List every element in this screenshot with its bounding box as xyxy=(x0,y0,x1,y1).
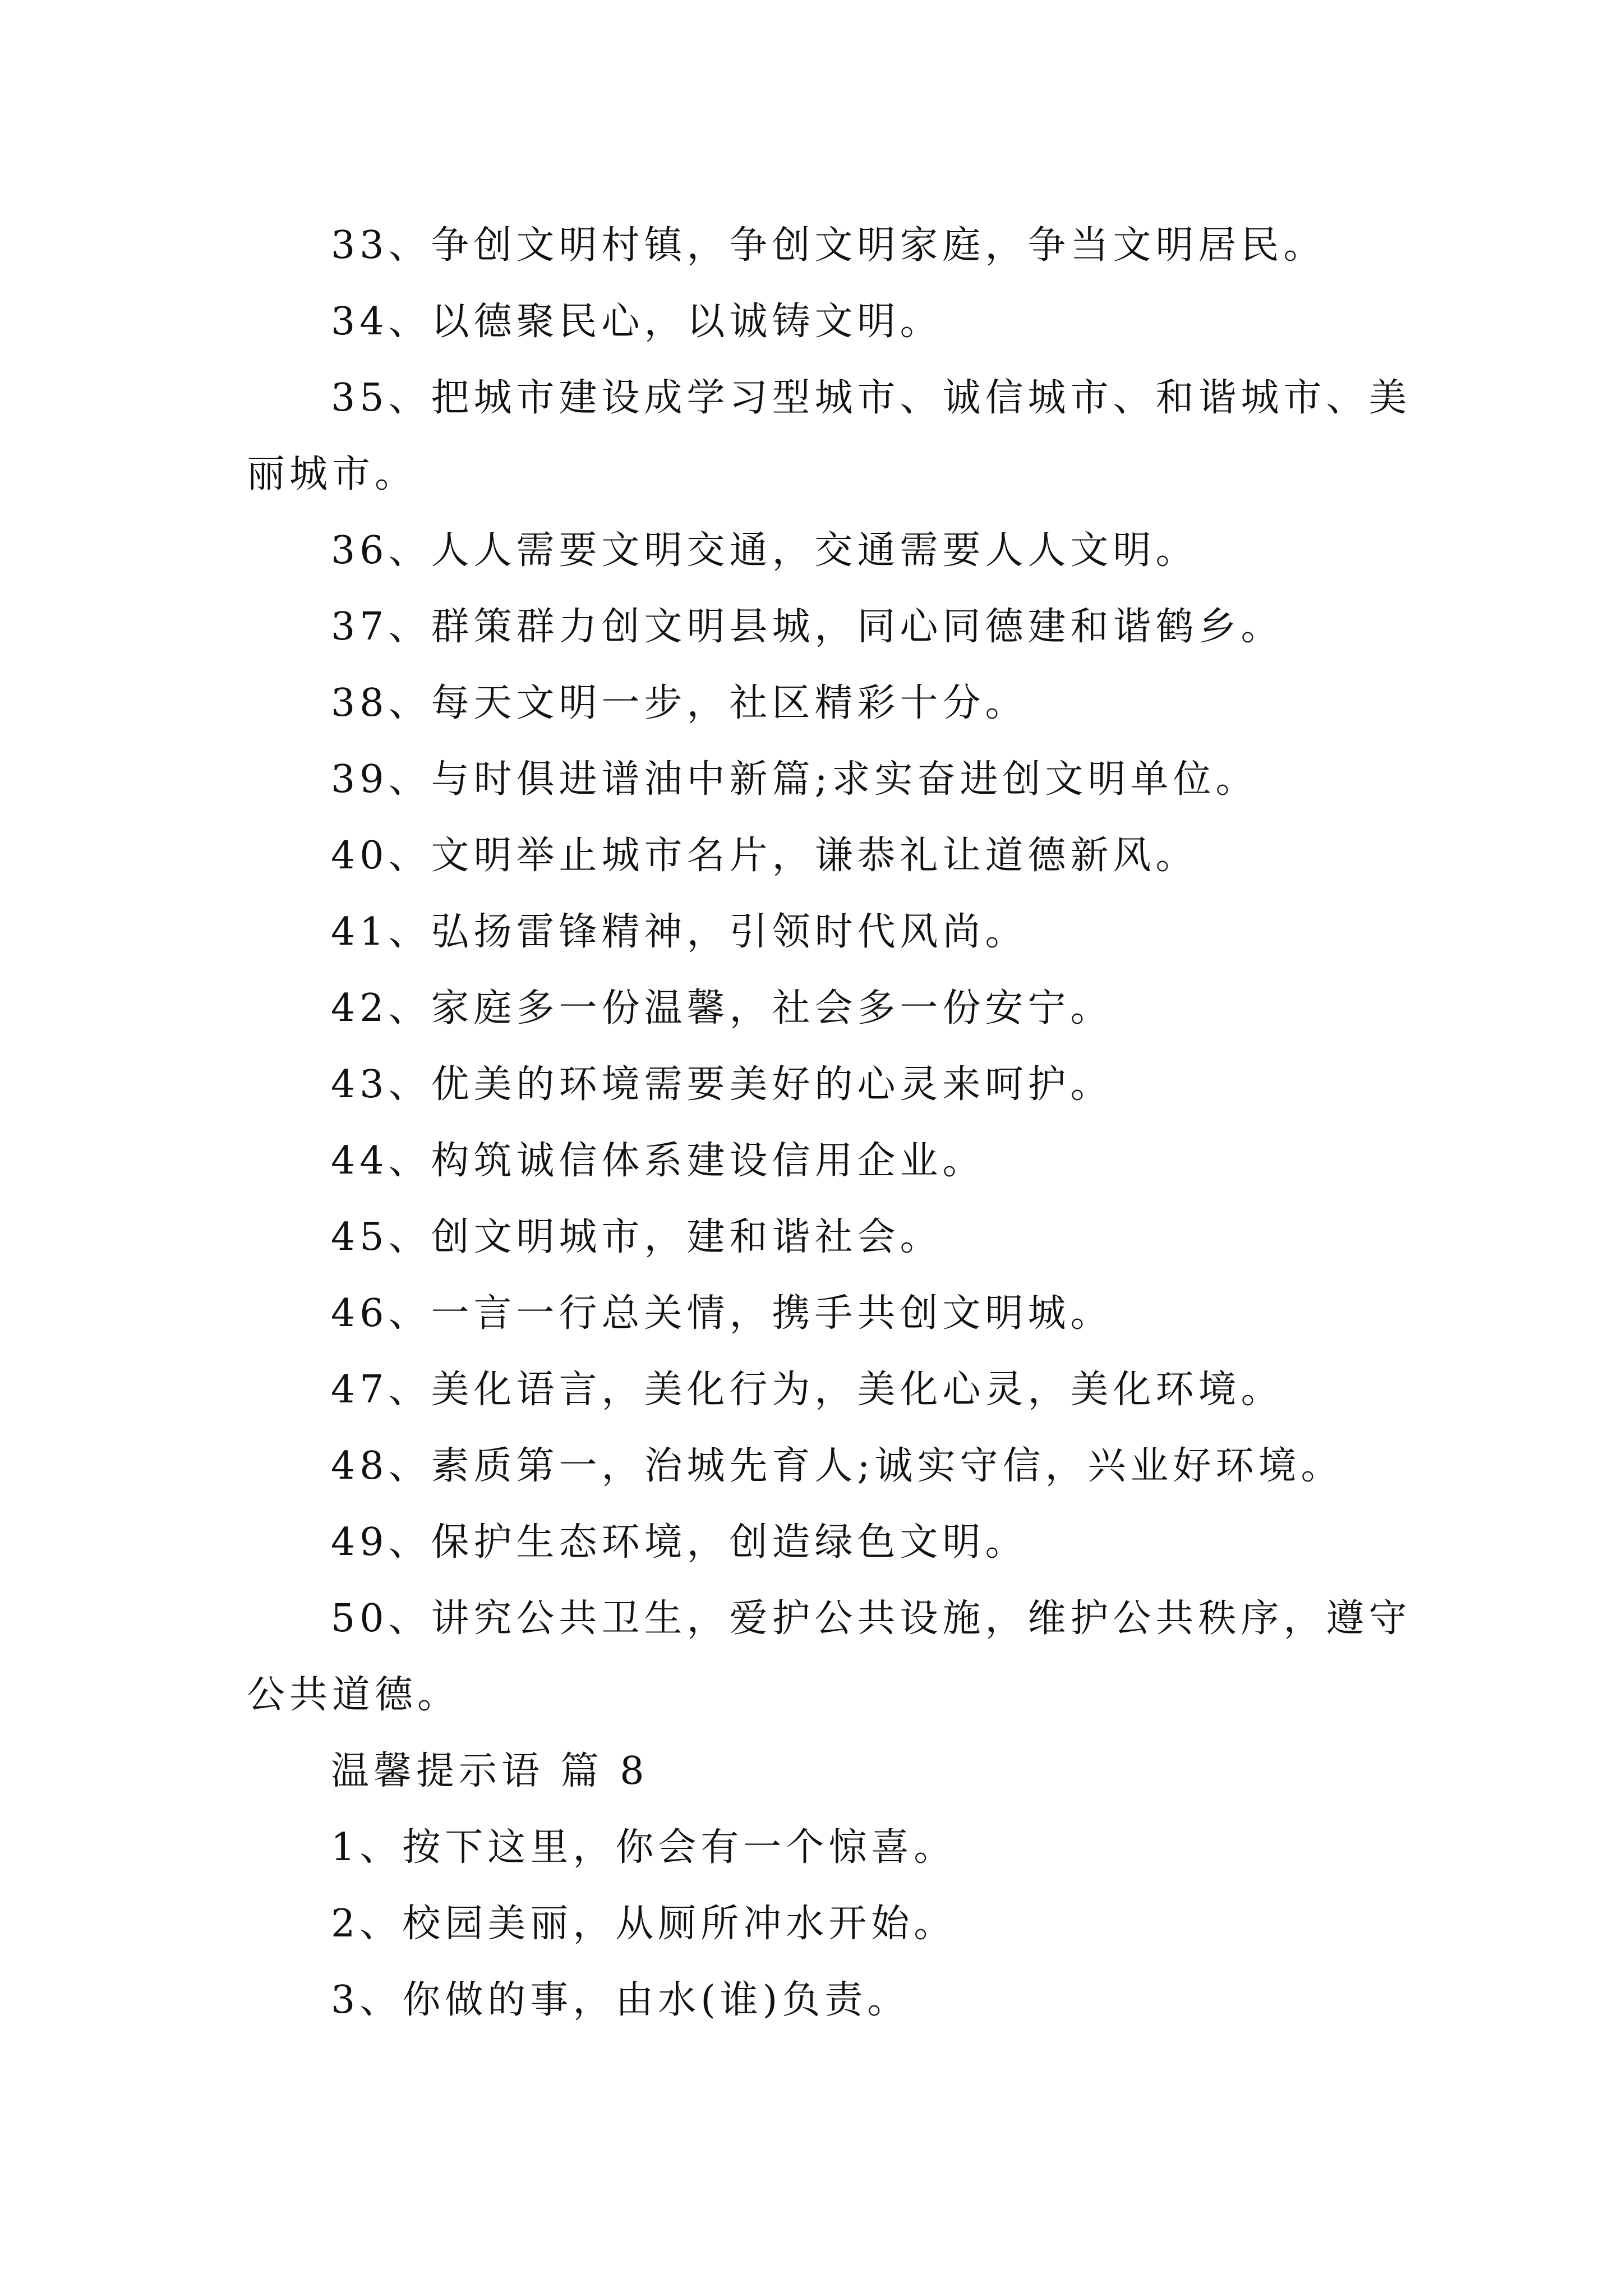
slogan-36: 36、人人需要文明交通，交通需要人人文明。 xyxy=(331,528,1198,573)
slogan-48: 48、素质第一，治城先育人;诚实守信，兴业好环境。 xyxy=(331,1444,1344,1488)
slogan-34: 34、以德聚民心，以诚铸文明。 xyxy=(331,300,943,344)
slogan-38: 38、每天文明一步，社区精彩十分。 xyxy=(331,681,1028,725)
slogan-41: 41、弘扬雷锋精神，引领时代风尚。 xyxy=(331,910,1028,954)
slogan-49: 49、保护生态环境，创造绿色文明。 xyxy=(331,1520,1028,1565)
slogan-44: 44、构筑诚信体系建设信用企业。 xyxy=(331,1139,985,1183)
slogan-35: 35、把城市建设成学习型城市、诚信城市、和谐城市、美丽城市。 xyxy=(247,376,1412,496)
tip-item-2: 2、校园美丽，从厕所冲水开始。 xyxy=(331,1902,957,1946)
tip-item-3: 3、你做的事，由水(谁)负责。 xyxy=(331,1978,910,2022)
slogan-40: 40、文明举止城市名片，谦恭礼让道德新风。 xyxy=(331,834,1198,878)
section-heading: 温馨提示语 篇 8 xyxy=(331,1749,649,1793)
slogan-50: 50、讲究公共卫生，爱护公共设施，维护公共秩序，遵守公共道德。 xyxy=(247,1596,1412,1717)
slogan-45: 45、创文明城市，建和谐社会。 xyxy=(331,1215,943,1259)
slogan-47: 47、美化语言，美化行为，美化心灵，美化环境。 xyxy=(331,1368,1284,1412)
tip-item-1: 1、按下这里，你会有一个惊喜。 xyxy=(331,1825,957,1870)
document-body xyxy=(247,208,1430,2039)
slogan-39: 39、与时俱进谱油中新篇;求实奋进创文明单位。 xyxy=(331,757,1258,802)
slogan-46: 46、一言一行总关情，携手共创文明城。 xyxy=(331,1291,1113,1336)
slogan-33: 33、争创文明村镇，争创文明家庭，争当文明居民。 xyxy=(331,223,1326,268)
slogan-43: 43、优美的环境需要美好的心灵来呵护。 xyxy=(331,1062,1113,1107)
slogan-42: 42、家庭多一份温馨，社会多一份安宁。 xyxy=(331,986,1113,1030)
slogan-37: 37、群策群力创文明县城，同心同德建和谐鹤乡。 xyxy=(331,605,1284,649)
